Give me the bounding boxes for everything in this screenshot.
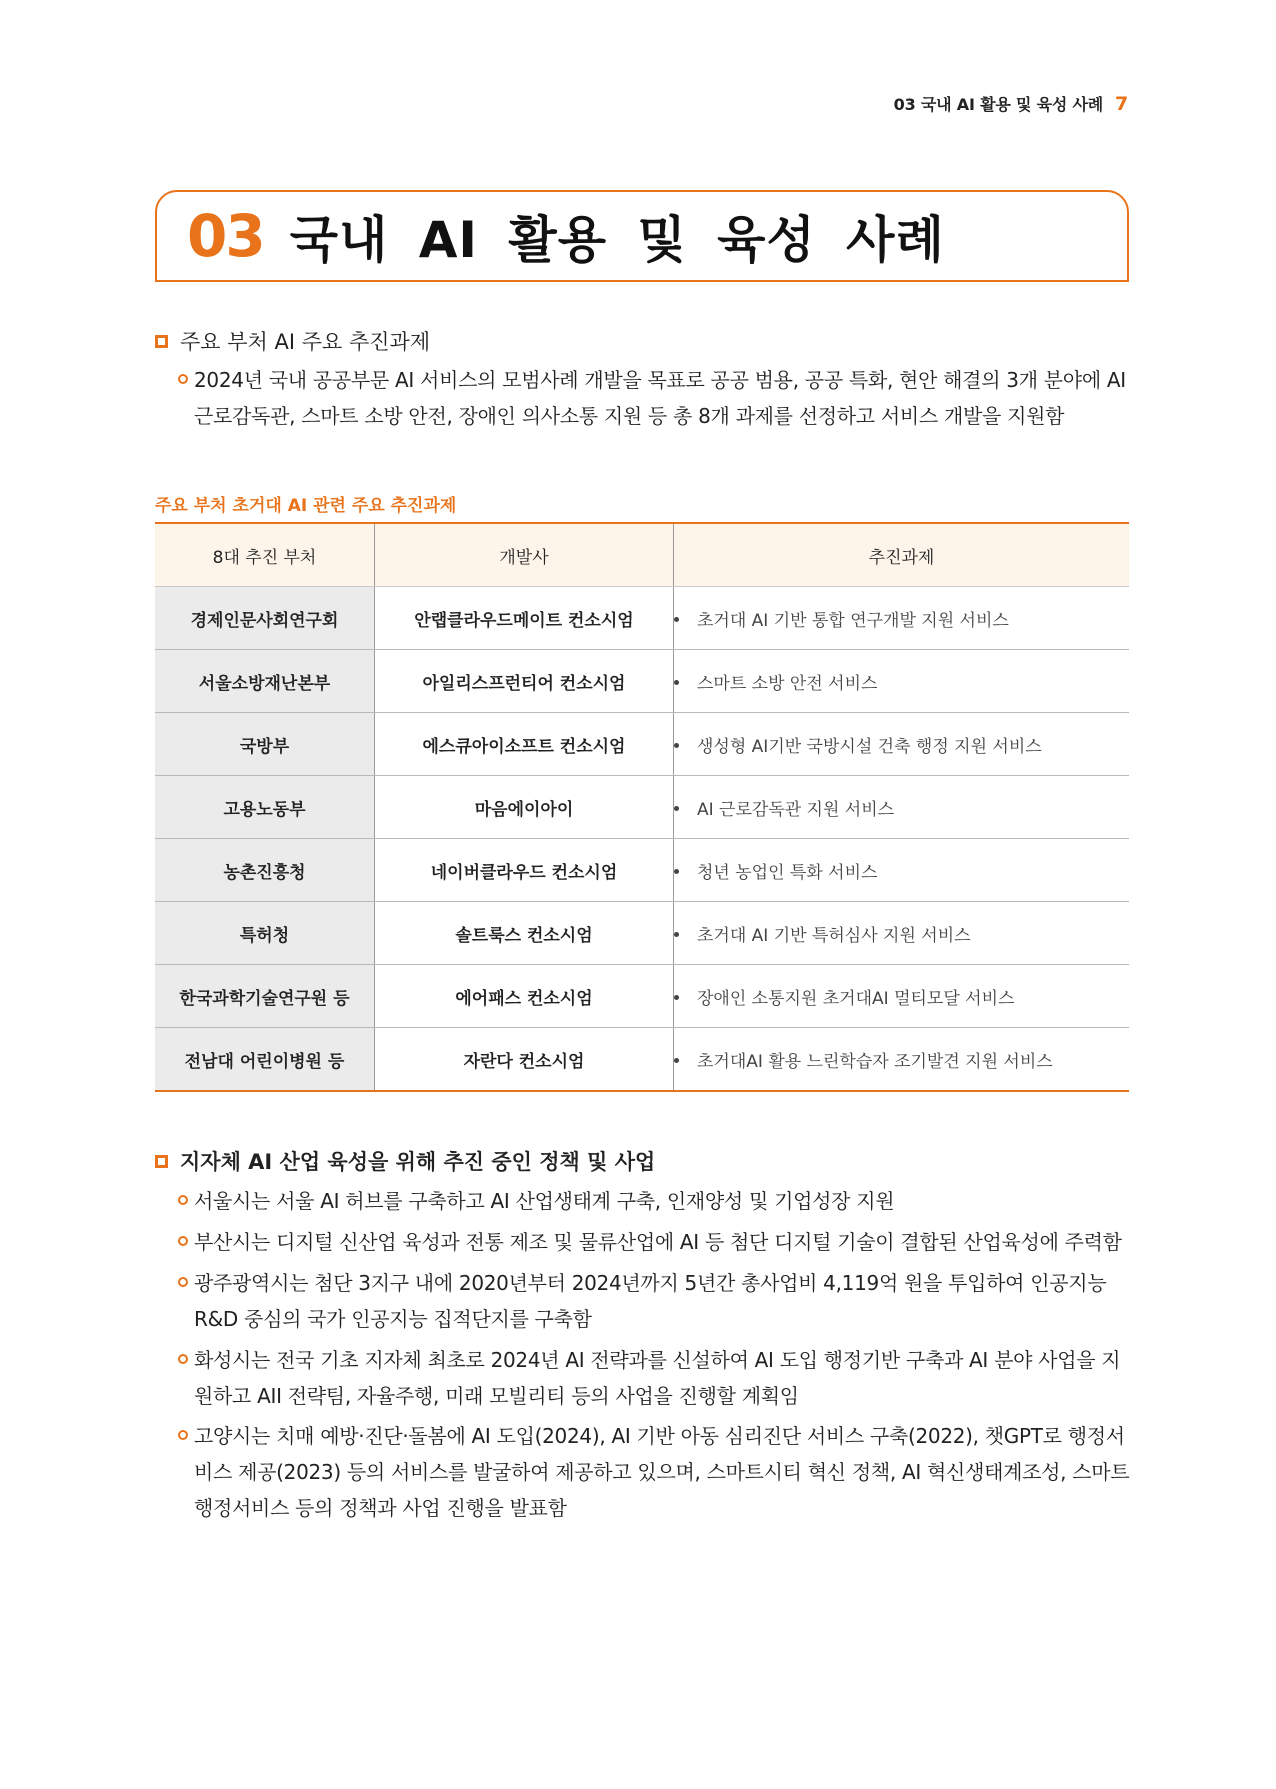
cell-developer: 아일리스프런티어 컨소시엄 — [375, 650, 674, 713]
cell-task-text: 장애인 소통지원 초거대AI 멀티모달 서비스 — [697, 988, 1015, 1009]
table-row — [155, 1028, 1129, 1092]
cell-ministry: 특허청 — [155, 902, 375, 965]
cell-task-text: 초거대 AI 기반 특허심사 지원 서비스 — [697, 925, 971, 946]
cell-task-text: AI 근로감독관 지원 서비스 — [697, 799, 895, 820]
square-bullet-icon — [155, 1155, 168, 1168]
cell-developer: 자란다 컨소시엄 — [375, 1028, 674, 1092]
table-row — [155, 965, 1129, 1028]
cell-developer: 솔트룩스 컨소시엄 — [375, 902, 674, 965]
cell-ministry: 경제인문사회연구회 — [155, 587, 375, 650]
cell-task — [674, 650, 1130, 713]
section-heading-local-gov — [155, 1146, 655, 1176]
table-row — [155, 650, 1129, 713]
cell-developer: 에스큐아이소프트 컨소시엄 — [375, 713, 674, 776]
cell-developer: 안랩클라우드메이트 컨소시엄 — [375, 587, 674, 650]
running-header — [894, 92, 1128, 115]
cell-task — [674, 713, 1130, 776]
page-number: 7 — [1114, 93, 1128, 115]
cell-developer: 마음에이아이 — [375, 776, 674, 839]
paragraph-text: 고양시는 치매 예방·진단·돌봄에 AI 도입(2024), AI 기반 아동 심리진단 서비스 구축(2022), 챗GPT로 행정서비스 제공(2023) 등의 서비스를 발굴하여 제공하고 있으며, 스마트시티 혁신 정책, AI 혁신생태계조성, 스마트 행정서비스 등의 정책과 사업 진행을 발표함 — [194, 1424, 1130, 1520]
bullet-dot-icon — [674, 932, 679, 937]
header-task: 추진과제 — [674, 523, 1130, 587]
table-row — [155, 713, 1129, 776]
cell-ministry: 국방부 — [155, 713, 375, 776]
paragraph-text: 부산시는 디지털 신산업 육성과 전통 제조 및 물류산업에 AI 등 첨단 디지털 기술이 결합된 산업육성에 주력함 — [194, 1230, 1122, 1254]
paragraph-bullet — [178, 1183, 1133, 1219]
bullet-dot-icon — [674, 617, 679, 622]
cell-task-text: 초거대 AI 기반 통합 연구개발 지원 서비스 — [697, 610, 1009, 631]
cell-task-text: 스마트 소방 안전 서비스 — [697, 673, 878, 694]
cell-ministry: 고용노동부 — [155, 776, 375, 839]
paragraph-text: 화성시는 전국 기초 지자체 최초로 2024년 AI 전략과를 신설하여 AI 도입 행정기반 구축과 AI 분야 사업을 지원하고 AII 전략팀, 자율주행, 미래 모빌리티 등의 사업을 진행할 계획임 — [194, 1348, 1121, 1408]
cell-task — [674, 776, 1130, 839]
cell-task — [674, 587, 1130, 650]
table-row — [155, 587, 1129, 650]
cell-task-text: 생성형 AI기반 국방시설 건축 행정 지원 서비스 — [697, 736, 1042, 757]
agenda-table — [155, 522, 1129, 1092]
paragraph-bullet — [178, 1265, 1133, 1337]
cell-developer: 네이버클라우드 컨소시엄 — [375, 839, 674, 902]
cell-task — [674, 1028, 1130, 1092]
ring-bullet-icon — [178, 1195, 188, 1205]
paragraph-text: 2024년 국내 공공부문 AI 서비스의 모범사례 개발을 목표로 공공 범용, 공공 특화, 현안 해결의 3개 분야에 AI 근로감독관, 스마트 소방 안전, 장애인 의사소통 지원 등 총 8개 과제를 선정하고 서비스 개발을 지원함 — [194, 368, 1126, 428]
paragraph-bullet — [178, 362, 1133, 434]
header-ministry: 8대 추진 부처 — [155, 523, 375, 587]
running-title: 03 국내 AI 활용 및 육성 사례 — [893, 95, 1103, 114]
table-row — [155, 776, 1129, 839]
header-developer: 개발사 — [375, 523, 674, 587]
table-row — [155, 902, 1129, 965]
cell-task — [674, 965, 1130, 1028]
cell-ministry: 서울소방재난본부 — [155, 650, 375, 713]
bullet-dot-icon — [674, 680, 679, 685]
section-heading-ministries — [155, 326, 430, 356]
chapter-number: 03 — [187, 202, 264, 270]
paragraph-text: 서울시는 서울 AI 허브를 구축하고 AI 산업생태계 구축, 인재양성 및 기업성장 지원 — [194, 1189, 895, 1213]
paragraph-text: 광주광역시는 첨단 3지구 내에 2020년부터 2024년까지 5년간 총사업비 4,119억 원을 투입하여 인공지능 R&D 중심의 국가 인공지능 집적단지를 구축함 — [194, 1271, 1107, 1331]
ring-bullet-icon — [178, 1277, 188, 1287]
cell-developer: 에어패스 컨소시엄 — [375, 965, 674, 1028]
table-header-row — [155, 523, 1129, 587]
cell-ministry: 전남대 어린이병원 등 — [155, 1028, 375, 1092]
paragraph-bullet — [178, 1342, 1133, 1414]
table-row — [155, 839, 1129, 902]
cell-task — [674, 902, 1130, 965]
section-heading-text: 주요 부처 AI 주요 추진과제 — [180, 330, 431, 354]
table-caption: 주요 부처 초거대 AI 관련 주요 추진과제 — [155, 496, 457, 516]
cell-task-text: 청년 농업인 특화 서비스 — [697, 862, 878, 883]
ring-bullet-icon — [178, 1354, 188, 1364]
cell-task — [674, 839, 1130, 902]
ring-bullet-icon — [178, 1430, 188, 1440]
cell-ministry: 한국과학기술연구원 등 — [155, 965, 375, 1028]
section-heading-text: 지자체 AI 산업 육성을 위해 추진 중인 정책 및 사업 — [180, 1150, 656, 1174]
bullet-dot-icon — [674, 743, 679, 748]
ring-bullet-icon — [178, 374, 188, 384]
paragraph-bullet — [178, 1418, 1133, 1526]
paragraph-bullet — [178, 1224, 1133, 1260]
bullet-dot-icon — [674, 1058, 679, 1063]
cell-ministry: 농촌진흥청 — [155, 839, 375, 902]
bullet-dot-icon — [674, 806, 679, 811]
cell-task-text: 초거대AI 활용 느린학습자 조기발견 지원 서비스 — [697, 1051, 1053, 1072]
ring-bullet-icon — [178, 1236, 188, 1246]
square-bullet-icon — [155, 335, 168, 348]
chapter-title-box — [155, 190, 1129, 282]
bullet-dot-icon — [674, 995, 679, 1000]
bullet-dot-icon — [674, 869, 679, 874]
chapter-title: 국내 AI 활용 및 육성 사례 — [289, 211, 945, 269]
